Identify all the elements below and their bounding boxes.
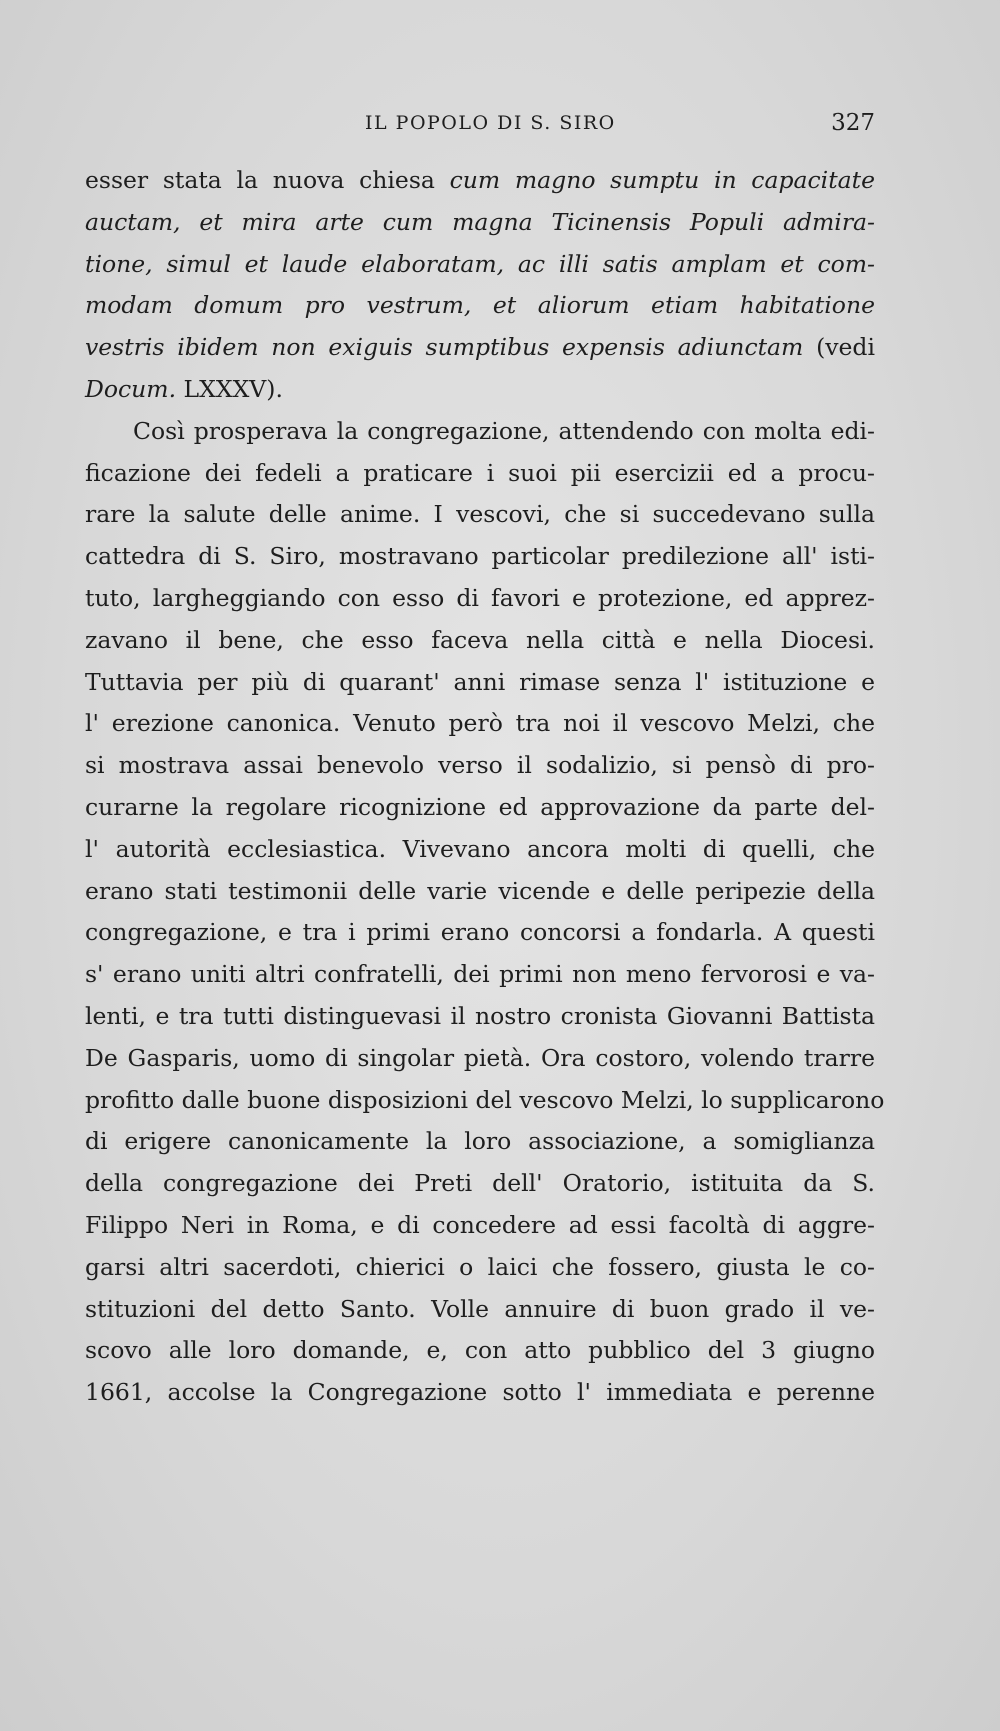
text-run: (vedi [803,333,875,362]
text-line [85,829,875,871]
text-line [85,1372,875,1414]
text-line [85,996,875,1038]
text-line [85,453,875,495]
page-number: 327 [831,110,875,136]
text-run: curarne la regolare ricognizione ed approvazione da parte del- [85,792,875,821]
text-line [85,787,875,829]
text-line [85,1163,875,1205]
text-line [85,912,875,954]
latin-quotation: auctam, et mira arte cum magna Ticinensis Populi admira- [85,207,875,236]
text-line [85,536,875,578]
text-run: l' autorità ecclesiastica. Vivevano ancora molti di quelli, che [85,834,875,863]
text-run: erano stati testimonii delle varie vicende e delle peripezie della [85,876,875,905]
text-line [85,494,875,536]
latin-quotation: cum magno sumptu in capacitate [449,166,875,194]
text-line [85,1289,875,1331]
text-line [85,1080,885,1122]
text-line [85,202,875,244]
text-run: cattedra di S. Siro, mostravano particolar predilezione all' isti- [85,542,875,571]
text-run: garsi altri sacerdoti, chierici o laici che fossero, giusta le co- [85,1252,875,1281]
text-run: si mostrava assai benevolo verso il sodalizio, si pensò di pro- [85,751,875,780]
text-line [85,578,875,620]
text-line [85,327,875,369]
text-run: l' erezione canonica. Venuto però tra noi il vescovo Melzi, che [85,709,875,738]
text-run: tuto, largheggiando con esso di favori e protezione, ed apprez- [85,583,875,612]
text-run: lenti, e tra tutti distinguevasi il nostro cronista Giovanni Battista [85,1001,875,1030]
text-run: s' erano uniti altri confratelli, dei primi non meno fervorosi e va- [85,960,875,989]
text-run: zavano il bene, che esso faceva nella città e nella Diocesi. [85,625,875,654]
text-line [85,369,875,411]
text-line [85,662,875,704]
text-line [85,1205,875,1247]
body-text [85,160,885,1414]
text-run: esser stata la nuova chiesa [85,166,450,194]
text-run: Filippo Neri in Roma, e di concedere ad essi facoltà di aggre- [85,1210,875,1239]
text-run: ficazione dei fedeli a praticare i suoi pii esercizii ed a procu- [85,458,875,487]
page-header [85,108,875,138]
text-run: scovo alle loro domande, e, con atto pubblico del 3 giugno [85,1336,875,1365]
text-line [85,1247,875,1289]
latin-quotation: Docum. [85,374,177,403]
text-line [85,1330,875,1372]
text-line [85,1121,875,1163]
text-line [85,160,875,202]
text-line [85,871,875,913]
text-line [85,954,875,996]
text-run: profitto dalle buone disposizioni del vescovo Melzi, lo supplicarono [85,1085,885,1114]
text-line [85,620,875,662]
latin-quotation: tione, simul et laude elaboratam, ac illi satis amplam et com- [85,249,875,278]
text-run: 1661, accolse la Congregazione sotto l' immediata e perenne [85,1378,875,1407]
text-run: della congregazione dei Preti dell' Oratorio, istituita da S. [85,1169,875,1198]
text-line [85,1038,875,1080]
text-line [85,285,875,327]
text-line [85,703,875,745]
text-run: Tuttavia per più di quarant' anni rimase senza l' istituzione e [85,667,875,696]
text-line [85,745,875,787]
running-head: IL POPOLO DI S. SIRO [365,112,616,134]
text-run: rare la salute delle anime. I vescovi, che si succedevano sulla [85,500,875,529]
text-run: De Gasparis, uomo di singolar pietà. Ora costoro, volendo trarre [85,1043,875,1072]
text-run: stituzioni del detto Santo. Volle annuire di buon grado il ve- [85,1294,875,1323]
text-run: Così prosperava la congregazione, attendendo con molta edi- [133,416,875,445]
text-run: LXXXV). [176,374,283,403]
latin-quotation: modam domum pro vestrum, et aliorum etiam habitatione [85,291,875,320]
text-run: congregazione, e tra i primi erano concorsi a fondarla. A questi [85,918,875,947]
text-run: di erigere canonicamente la loro associazione, a somiglianza [85,1127,875,1156]
text-line [85,411,875,453]
text-line [85,244,875,286]
latin-quotation: vestris ibidem non exiguis sumptibus expensis adiunctam [85,333,804,362]
